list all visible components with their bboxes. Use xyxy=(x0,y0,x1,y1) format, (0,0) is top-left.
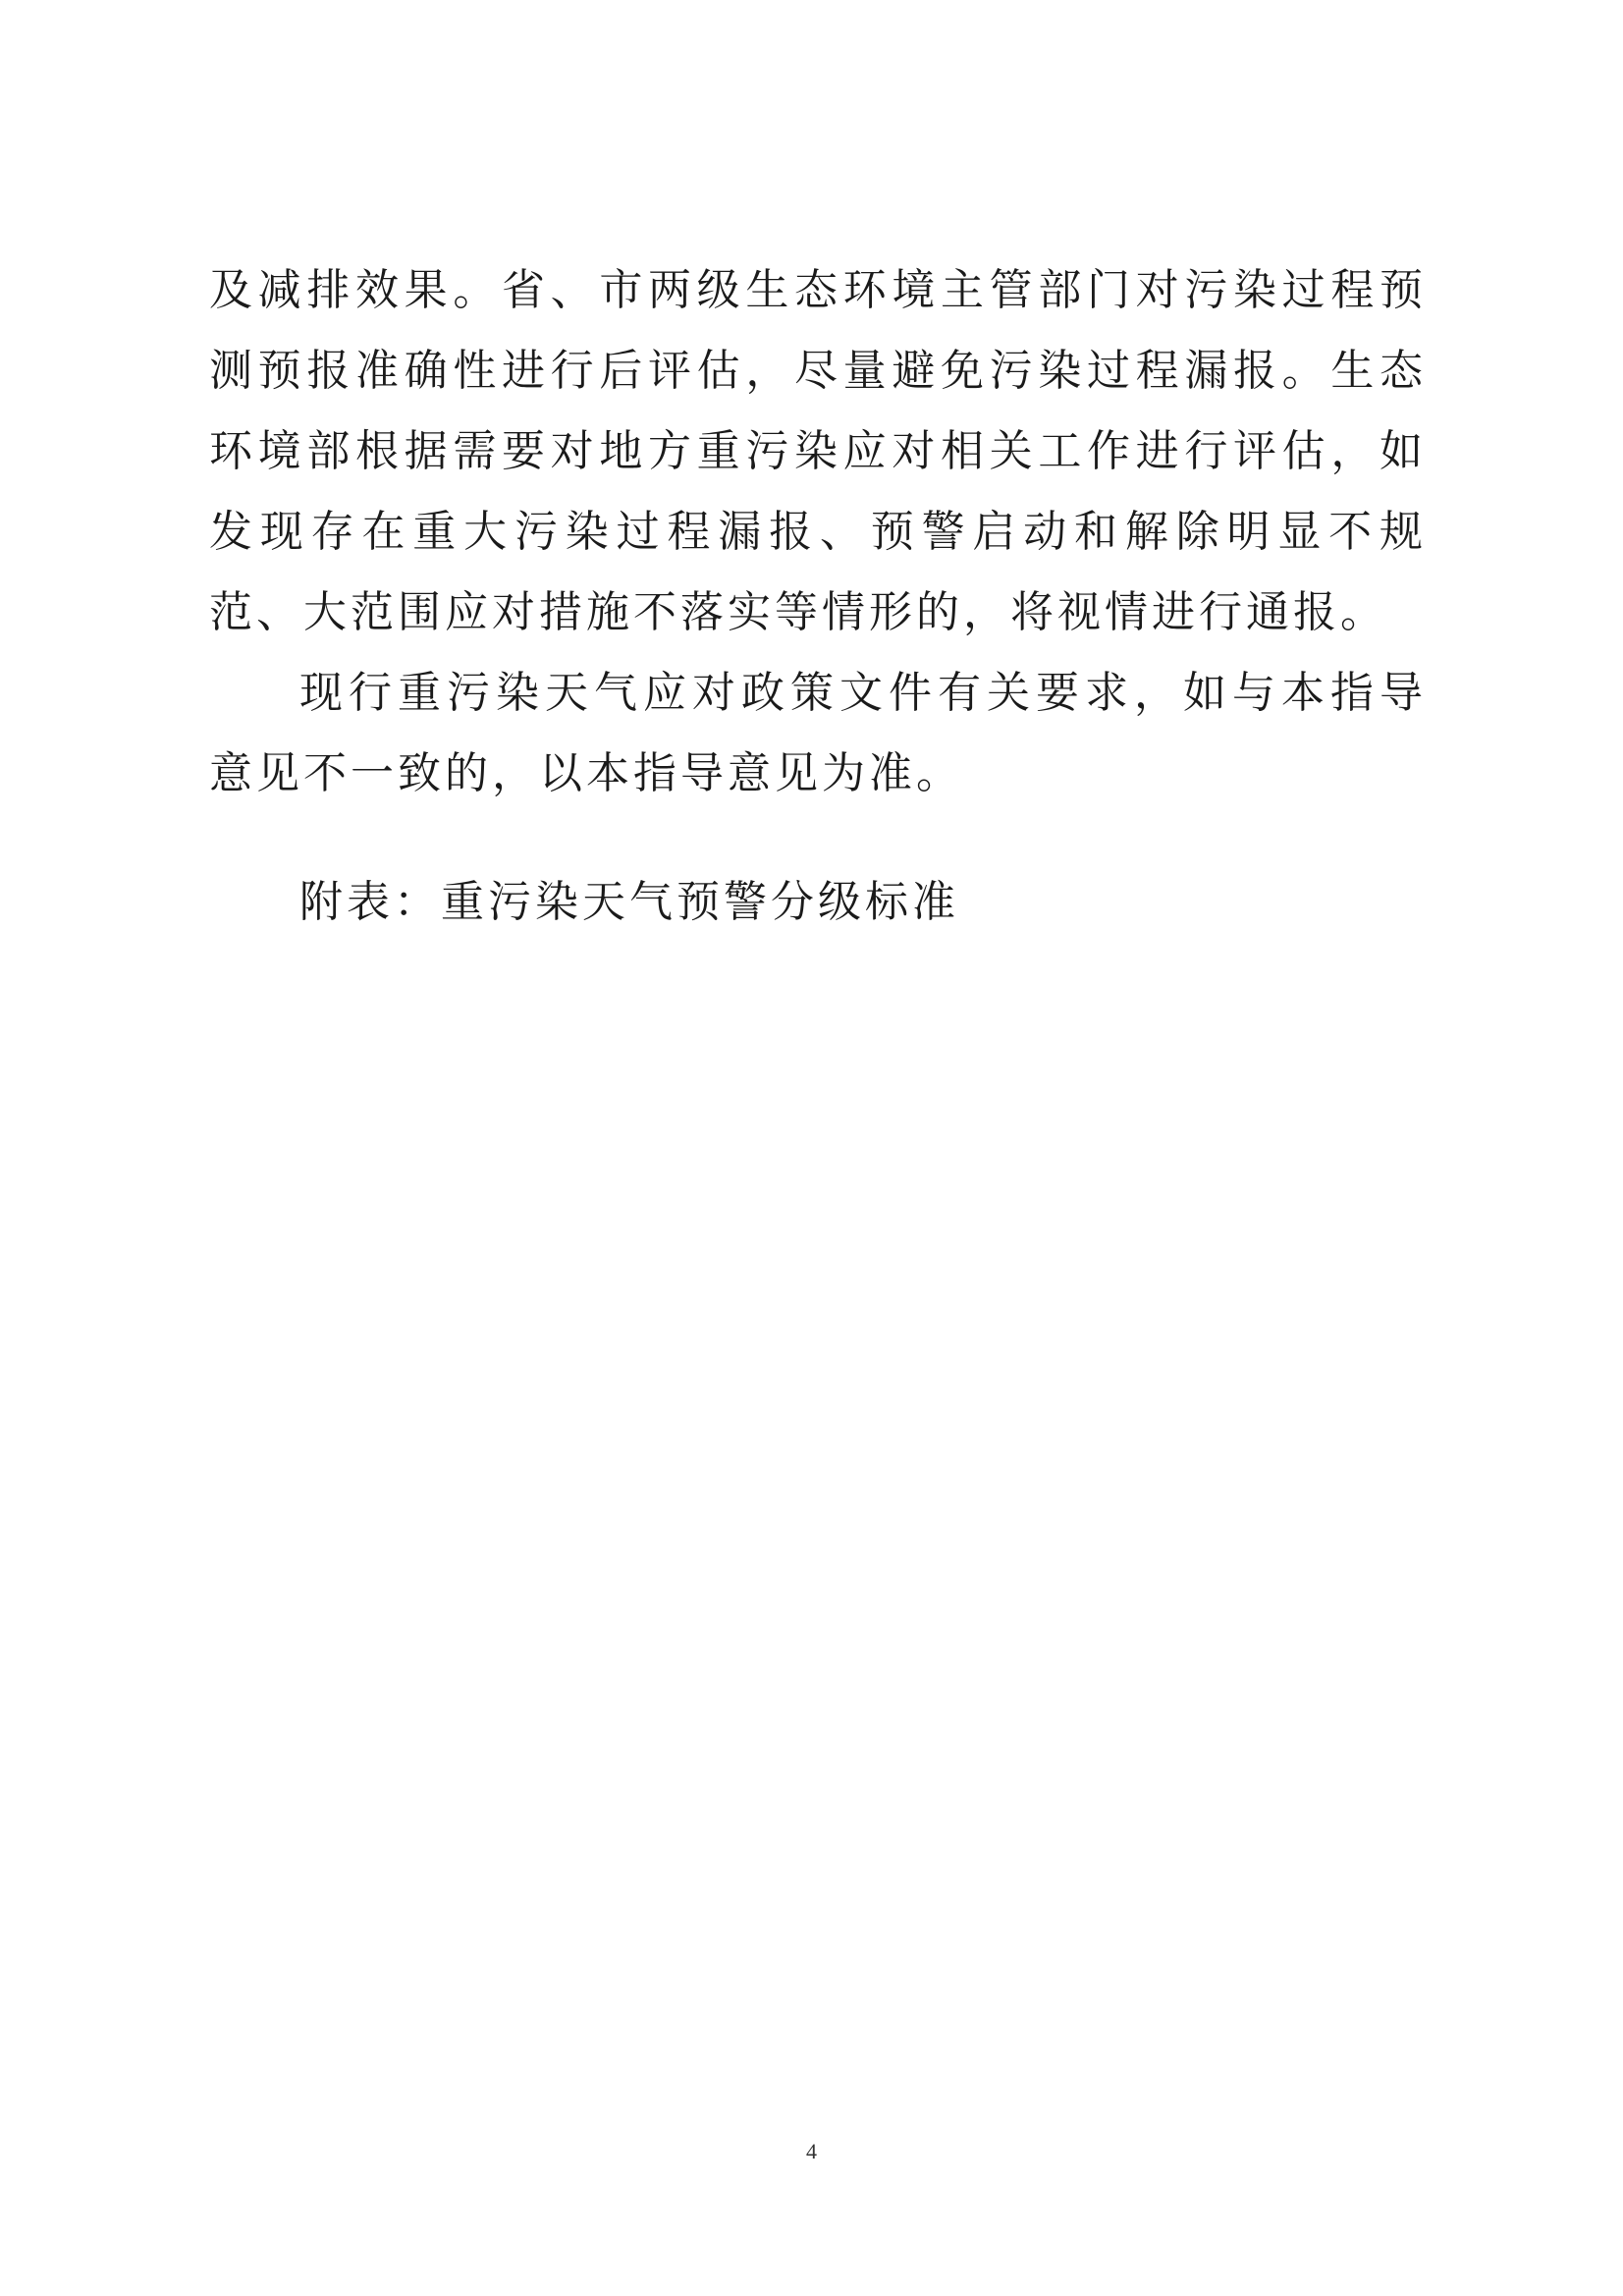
paragraph-continuation: 及减排效果。省、市两级生态环境主管部门对污染过程预测预报准确性进行后评估，尽量避免污染过程漏报。生态环境部根据需要对地方重污染应对相关工作进行评估，如发现存在重大污染过程漏报、预警启动和解除明显不规范、大范围应对措施不落实等情形的，将视情进行通报。 xyxy=(209,265,1427,637)
page-number: 4 xyxy=(806,2139,817,2163)
paragraph-policy-note: 现行重污染天气应对政策文件有关要求，如与本指导意见不一致的，以本指导意见为准。 xyxy=(209,668,1427,798)
document-body xyxy=(209,250,1427,814)
attachment-reference: 附表：重污染天气预警分级标准 xyxy=(299,877,959,927)
